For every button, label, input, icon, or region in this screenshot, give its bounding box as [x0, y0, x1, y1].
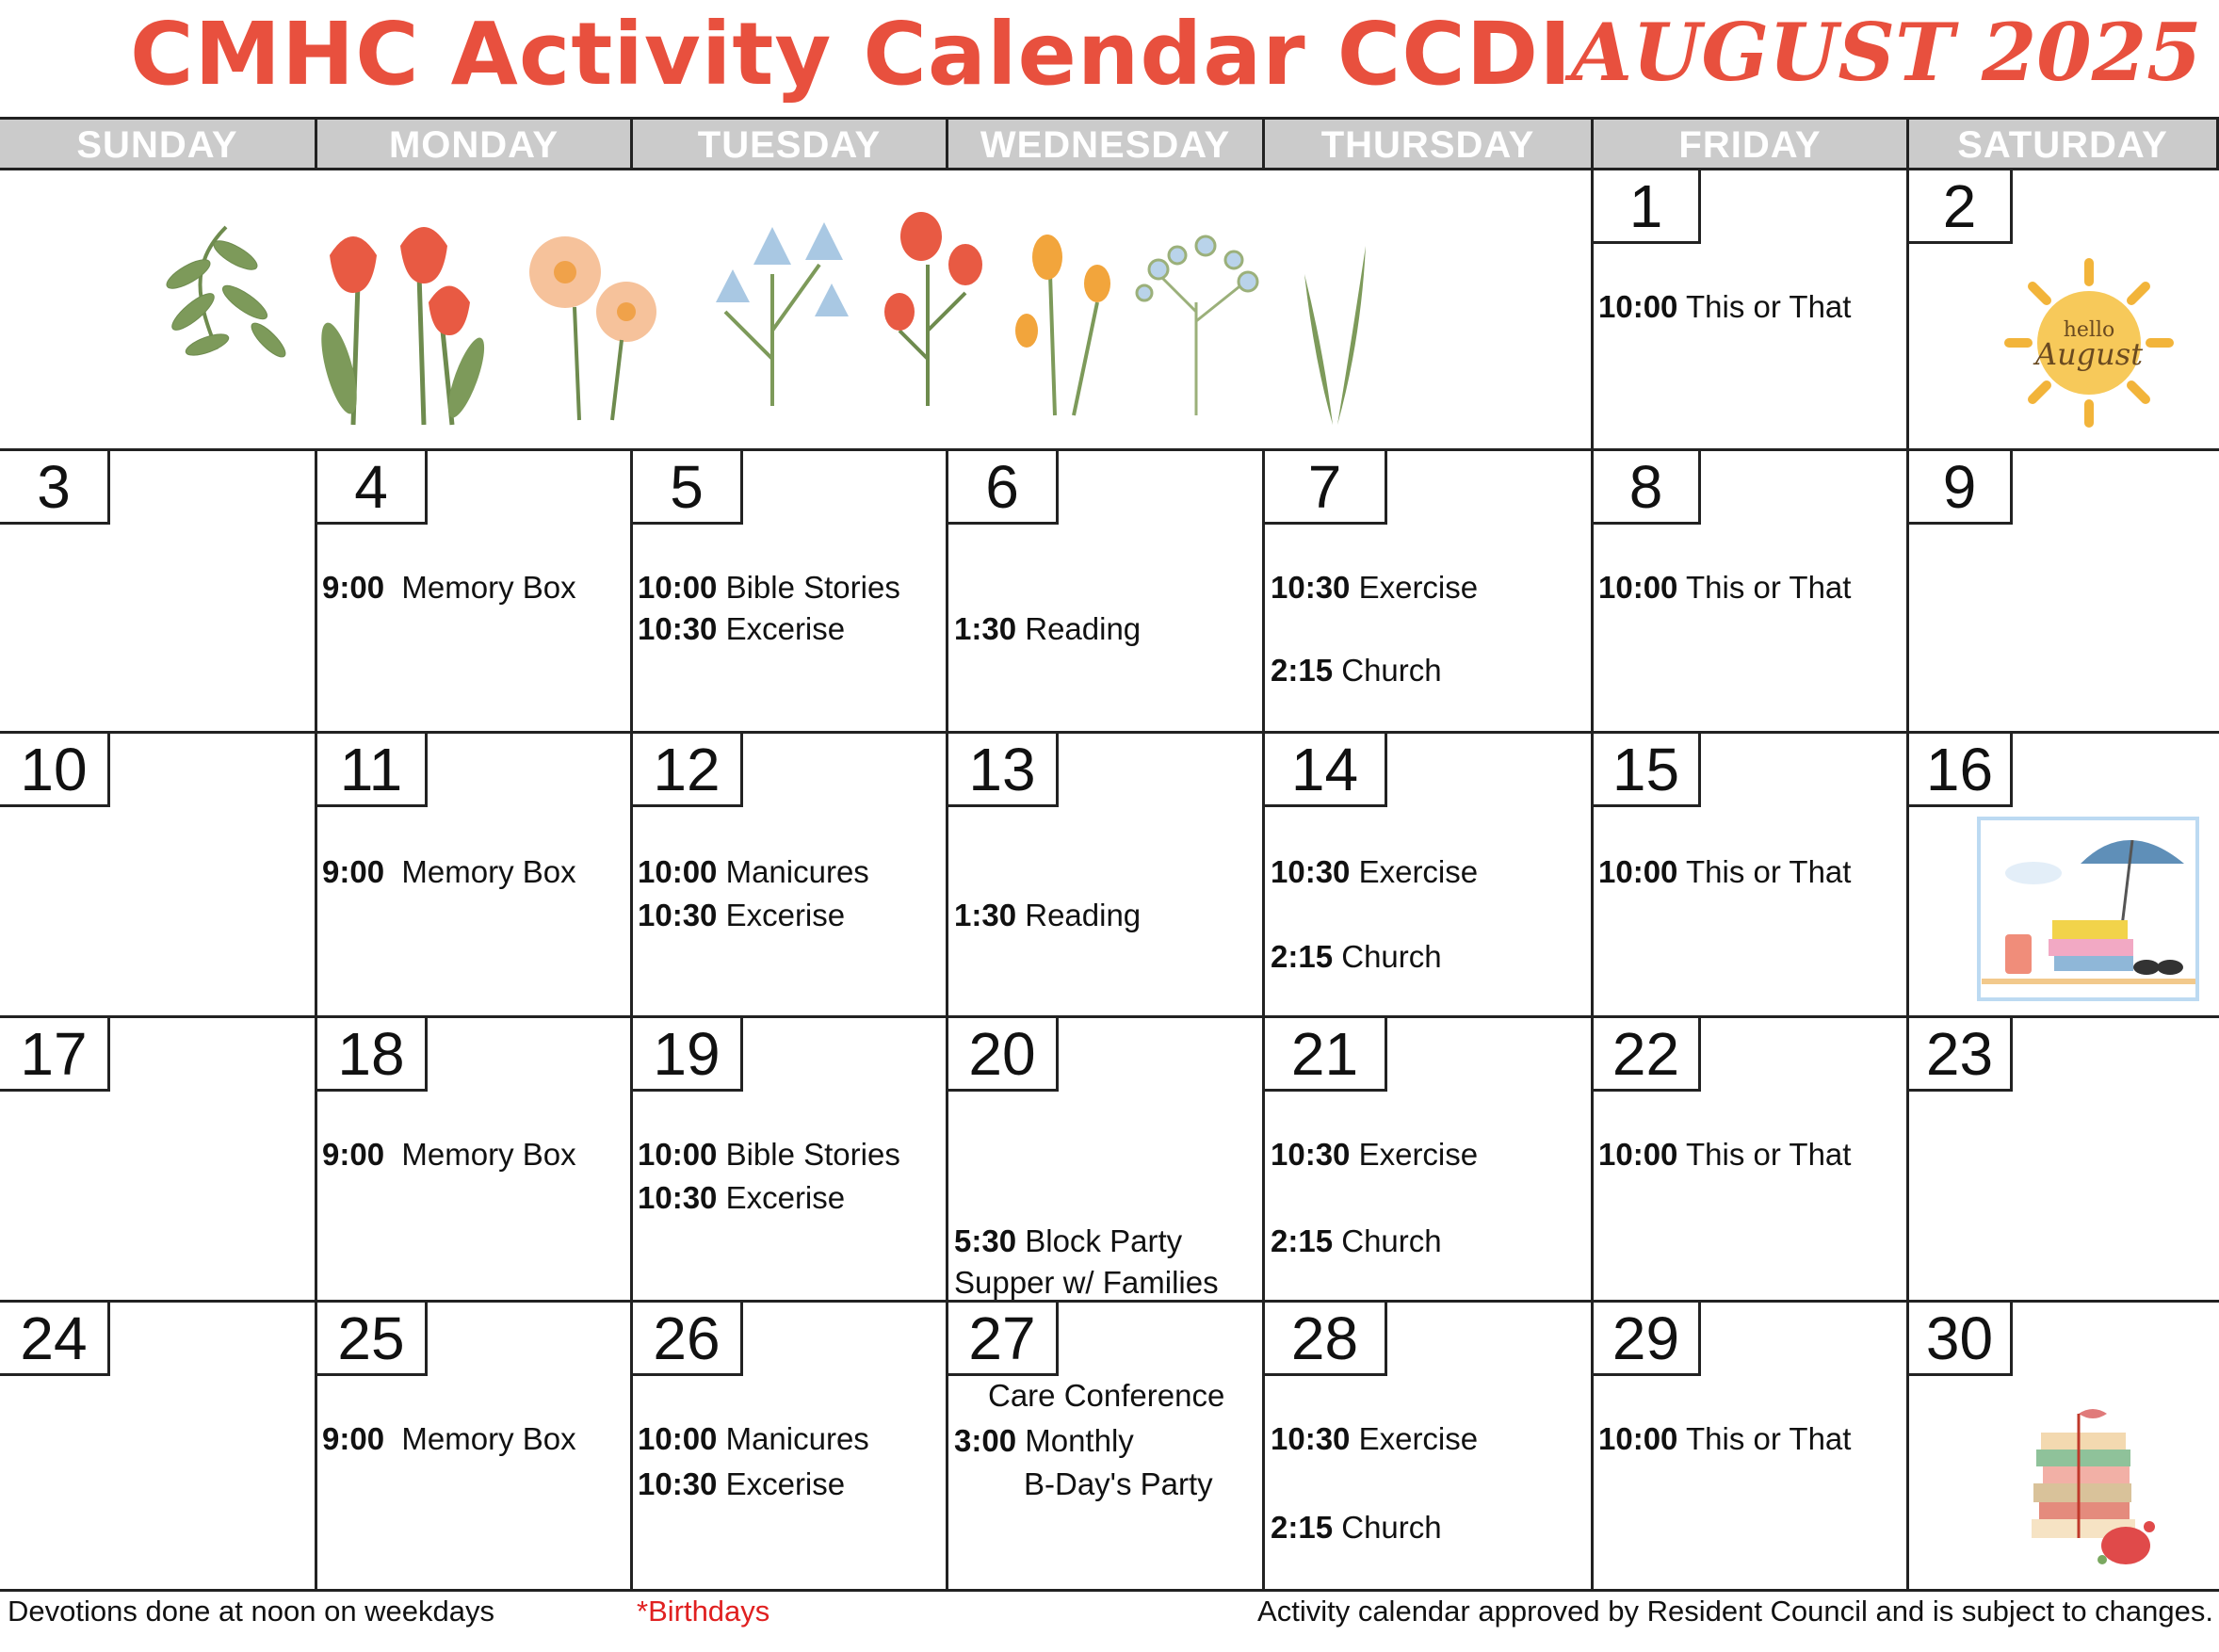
day-cell-22[interactable] [1594, 1018, 1909, 1303]
event-time: 10:30 [1271, 570, 1351, 605]
event-item[interactable] [1271, 653, 1442, 688]
event-time: 10:00 [638, 1421, 718, 1456]
event-label: B-Day's Party [1024, 1466, 1213, 1501]
date-number: 19 [633, 1018, 743, 1092]
event-item[interactable] [638, 1466, 845, 1502]
date-number: 26 [633, 1303, 743, 1376]
event-item[interactable] [1598, 570, 1851, 606]
day-cell-19[interactable] [633, 1018, 948, 1303]
footer-birthdays-note: *Birthdays [637, 1595, 770, 1628]
event-time: 10:30 [1271, 854, 1351, 889]
event-time: 10:00 [1598, 1137, 1678, 1172]
day-cell-8[interactable] [1594, 451, 1909, 734]
event-item[interactable] [638, 1137, 900, 1173]
event-label: This or That [1685, 570, 1852, 605]
date-number: 8 [1594, 451, 1701, 525]
day-cell-25[interactable] [317, 1303, 633, 1589]
event-item[interactable] [638, 1421, 869, 1457]
event-item[interactable] [1271, 854, 1478, 890]
footer-devotions-note: Devotions done at noon on weekdays [8, 1595, 495, 1628]
date-number: 10 [0, 734, 110, 807]
flower-banner [0, 170, 1594, 451]
event-time: 2:15 [1271, 1510, 1334, 1545]
event-label: Monthly [1025, 1423, 1134, 1458]
event-time: 10:30 [638, 1466, 718, 1501]
event-time: 10:00 [1598, 1421, 1678, 1456]
date-number: 4 [317, 451, 428, 525]
date-number: 28 [1265, 1303, 1387, 1376]
event-label: Exercise [1358, 1137, 1479, 1172]
event-label: Memory Box [401, 1421, 576, 1456]
event-label: Block Party [1025, 1223, 1183, 1258]
event-time: 10:00 [638, 1137, 718, 1172]
event-label: Memory Box [401, 570, 576, 605]
event-item[interactable] [638, 898, 845, 933]
day-cell-4[interactable] [317, 451, 633, 734]
event-label: Manicures [725, 1421, 869, 1456]
event-item[interactable] [638, 570, 900, 606]
event-time: 5:30 [954, 1223, 1017, 1258]
day-cell-30[interactable] [1909, 1303, 2219, 1589]
event-label: Church [1341, 1223, 1442, 1258]
day-cell-26[interactable] [633, 1303, 948, 1589]
calendar-grid [0, 117, 2219, 1592]
event-time: 2:15 [1271, 1223, 1334, 1258]
event-label: Excerise [725, 611, 846, 646]
leaf-sprig-icon [163, 227, 290, 362]
date-number: 24 [0, 1303, 110, 1376]
date-number: 11 [317, 734, 428, 807]
event-time: 10:30 [1271, 1137, 1351, 1172]
event-item[interactable] [954, 611, 1141, 647]
date-number: 20 [948, 1018, 1059, 1092]
grass-leaves-icon [1304, 246, 1413, 425]
event-item[interactable] [1598, 289, 1851, 325]
event-item[interactable] [638, 1180, 845, 1216]
event-item[interactable] [954, 1265, 1219, 1301]
event-item[interactable] [1271, 939, 1442, 975]
event-item[interactable] [1271, 1421, 1478, 1457]
event-item[interactable] [322, 854, 576, 890]
event-time: 2:15 [1271, 939, 1334, 974]
event-label: Exercise [1358, 1421, 1479, 1456]
event-label: Supper w/ Families [954, 1265, 1219, 1300]
hello-text: hello [2063, 318, 2115, 342]
date-number: 1 [1594, 170, 1701, 244]
date-number: 22 [1594, 1018, 1701, 1092]
date-number: 16 [1909, 734, 2013, 807]
date-number: 13 [948, 734, 1059, 807]
date-number: 14 [1265, 734, 1387, 807]
event-label: Care Conference [988, 1378, 1225, 1413]
hello-august-sun-icon [2000, 253, 2179, 432]
event-item[interactable] [322, 1421, 576, 1457]
event-time: 9:00 [322, 570, 385, 605]
day-cell-24[interactable] [0, 1303, 317, 1589]
flowers-illustration [0, 170, 1594, 448]
event-item[interactable] [1271, 570, 1478, 606]
event-item[interactable] [1598, 1137, 1851, 1173]
event-time: 2:15 [1271, 653, 1334, 688]
day-cell-18[interactable] [317, 1018, 633, 1303]
day-cell-7[interactable] [1265, 451, 1594, 734]
day-cell-23[interactable] [1909, 1018, 2219, 1303]
event-item[interactable] [954, 1423, 1134, 1459]
event-item[interactable] [1271, 1137, 1478, 1173]
day-cell-29[interactable] [1594, 1303, 1909, 1589]
day-cell-9[interactable] [1909, 451, 2219, 734]
day-cell-27[interactable] [948, 1303, 1265, 1589]
event-label: Excerise [725, 898, 846, 932]
event-time: 10:30 [638, 1180, 718, 1215]
day-cell-5[interactable] [633, 451, 948, 734]
calendar-title: CMHC Activity Calendar CCDI [130, 4, 1573, 105]
header-monday: MONDAY [317, 120, 633, 170]
day-cell-28[interactable] [1265, 1303, 1594, 1589]
event-label: Memory Box [401, 1137, 576, 1172]
date-number: 17 [0, 1018, 110, 1092]
date-number: 30 [1909, 1303, 2013, 1376]
daisy-icon [529, 236, 656, 420]
day-cell-12[interactable] [633, 734, 948, 1018]
event-label: Church [1341, 1510, 1442, 1545]
header-saturday: SATURDAY [1909, 120, 2219, 170]
day-cell-13[interactable] [948, 734, 1265, 1018]
date-number: 23 [1909, 1018, 2013, 1092]
event-label: Bible Stories [725, 1137, 900, 1172]
day-cell-6[interactable] [948, 451, 1265, 734]
day-cell-2[interactable] [1909, 170, 2219, 451]
event-item[interactable] [322, 570, 576, 606]
header-thursday: THURSDAY [1265, 120, 1594, 170]
date-number: 15 [1594, 734, 1701, 807]
day-cell-10[interactable] [0, 734, 317, 1018]
header-friday: FRIDAY [1594, 120, 1909, 170]
day-cell-14[interactable] [1265, 734, 1594, 1018]
date-number: 2 [1909, 170, 2013, 244]
date-number: 18 [317, 1018, 428, 1092]
date-number: 6 [948, 451, 1059, 525]
header-tuesday: TUESDAY [633, 120, 948, 170]
day-cell-15[interactable] [1594, 734, 1909, 1018]
event-item[interactable] [638, 611, 845, 647]
event-label: This or That [1685, 289, 1852, 324]
babys-breath-icon [1137, 236, 1257, 415]
event-item[interactable] [322, 1137, 576, 1173]
event-label: Memory Box [401, 854, 576, 889]
event-item[interactable] [1598, 854, 1851, 890]
date-number: 5 [633, 451, 743, 525]
event-item[interactable] [1271, 1510, 1442, 1546]
day-cell-3[interactable] [0, 451, 317, 734]
event-label: This or That [1685, 1137, 1852, 1172]
beach-umbrella-icon [1977, 817, 2199, 1001]
header-sunday: SUNDAY [0, 120, 317, 170]
event-time: 9:00 [322, 1421, 385, 1456]
date-number: 3 [0, 451, 110, 525]
event-time: 3:00 [954, 1423, 1017, 1458]
event-item[interactable] [954, 1223, 1182, 1259]
event-item[interactable] [638, 854, 869, 890]
day-cell-21[interactable] [1265, 1018, 1594, 1303]
tulip-icon [315, 227, 492, 425]
event-item[interactable] [954, 898, 1141, 933]
day-cell-1[interactable] [1594, 170, 1909, 451]
event-time: 1:30 [954, 611, 1017, 646]
event-label: Excerise [725, 1180, 846, 1215]
event-label: Reading [1025, 611, 1142, 646]
event-label: This or That [1685, 1421, 1852, 1456]
event-label: Reading [1025, 898, 1142, 932]
event-time: 10:30 [638, 898, 718, 932]
event-item[interactable] [988, 1378, 1224, 1414]
event-time: 1:30 [954, 898, 1017, 932]
month-title: AUGUST 2025 [1571, 6, 2202, 99]
day-cell-11[interactable] [317, 734, 633, 1018]
day-cell-17[interactable] [0, 1018, 317, 1303]
event-time: 10:00 [1598, 854, 1678, 889]
event-time: 10:30 [638, 611, 718, 646]
date-number: 25 [317, 1303, 428, 1376]
date-number: 7 [1265, 451, 1387, 525]
day-cell-16[interactable] [1909, 734, 2219, 1018]
date-number: 9 [1909, 451, 2013, 525]
event-time: 10:30 [1271, 1421, 1351, 1456]
event-time: 10:00 [1598, 289, 1678, 324]
event-label: Exercise [1358, 570, 1479, 605]
event-time: 10:00 [1598, 570, 1678, 605]
event-label: Church [1341, 653, 1442, 688]
event-time: 9:00 [322, 854, 385, 889]
event-time: 10:00 [638, 570, 718, 605]
event-label: Exercise [1358, 854, 1479, 889]
event-label: Church [1341, 939, 1442, 974]
date-number: 29 [1594, 1303, 1701, 1376]
footer-approval-note: Activity calendar approved by Resident Council and is subject to changes. [1257, 1595, 2213, 1628]
red-bud-icon [884, 212, 982, 406]
event-label: Excerise [725, 1466, 846, 1501]
event-label: Manicures [725, 854, 869, 889]
event-label: This or That [1685, 854, 1852, 889]
event-item[interactable] [1598, 1421, 1851, 1457]
books-and-tea-icon [2022, 1404, 2163, 1574]
event-label: Bible Stories [725, 570, 900, 605]
date-number: 21 [1265, 1018, 1387, 1092]
header-wednesday: WEDNESDAY [948, 120, 1265, 170]
day-cell-20[interactable] [948, 1018, 1265, 1303]
august-script-text: August [2034, 336, 2144, 372]
bluebell-icon [716, 222, 849, 406]
event-item[interactable] [1271, 1223, 1442, 1259]
date-number: 12 [633, 734, 743, 807]
orange-tulip-icon [1015, 235, 1110, 415]
event-time: 9:00 [322, 1137, 385, 1172]
event-time: 10:00 [638, 854, 718, 889]
date-number: 27 [948, 1303, 1059, 1376]
event-item[interactable] [1024, 1466, 1213, 1502]
